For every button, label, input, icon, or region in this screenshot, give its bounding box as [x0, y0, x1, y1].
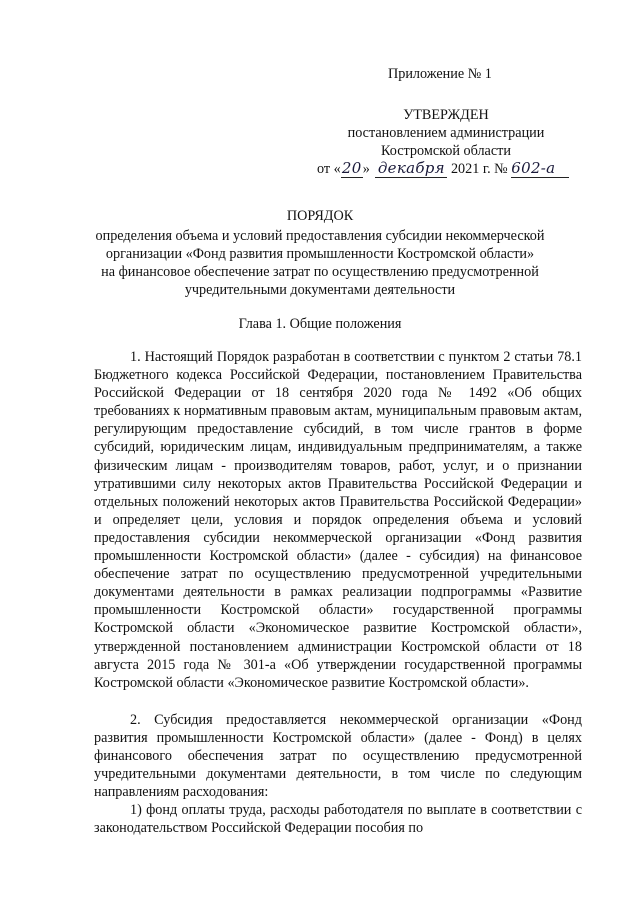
- chapter-heading: Глава 1. Общие положения: [238, 316, 402, 332]
- approval-date-line: [317, 159, 569, 178]
- date-prefix: от «: [317, 161, 341, 177]
- paragraph-2: 2. Субсидия предоставляется некоммерческой организации «Фонд развития промышленности Костромской области» (далее - Фонд) в целях финансового обеспечения затрат по осуществлению предусмотренной учредительными документами деятельности, в том числе по следующим направлениям расходования:: [94, 712, 582, 801]
- doc-number-handwritten: 602-а: [511, 159, 569, 178]
- approved-by-line2: Костромской области: [381, 143, 511, 159]
- appendix-label: Приложение № 1: [388, 66, 492, 82]
- approved-by-line1: постановлением администрации: [347, 125, 545, 141]
- date-year: 2021 г. №: [450, 161, 508, 177]
- title-heading: ПОРЯДОК: [286, 208, 354, 224]
- date-month-handwritten: декабря: [375, 159, 447, 178]
- title-line1: определения объема и условий предоставления субсидии некоммерческой: [95, 228, 545, 244]
- approved-heading: УТВЕРЖДЕН: [403, 107, 489, 123]
- title-line3: на финансовое обеспечение затрат по осуществлению предусмотренной: [101, 264, 539, 280]
- paragraph-3: 1) фонд оплаты труда, расходы работодателя по выплате в соответствии с законодательством Российской Федерации пособия по: [94, 802, 582, 837]
- paragraph-1: 1. Настоящий Порядок разработан в соответствии с пунктом 2 статьи 78.1 Бюджетного кодекса Российской Федерации, постановлением Правительства Российской Федерации от 18 сентября 2020 года № 1492 «Об общих требованиях к нормативным правовым актам, муниципальным правовым актам, регулирующим предоставление субсидий, в том числе грантов в форме субсидий, юридическим лицам, индивидуальным предпринимателям, а также физическим лицам - производителям товаров, работ, услуг, и о признании утратившими силу некоторых актов Правительства Российской Федерации и отдельных положений некоторых актов Правительства Российской Федерации» и определяет цели, условия и порядок определения объема и условий предоставления субсидии некоммерческой организации «Фонд развития промышленности Костромской области» (далее - субсидия) на финансовое обеспечение затрат по осуществлению предусмотренной учредительными документами деятельности в рамках реализации подпрограммы «Развитие промышленности Костромской области» государственной программы Костромской области «Экономическое развитие Костромской области», утвержденной постановлением администрации Костромской области от 18 августа 2015 года № 301-а «Об утверждении государственной программы Костромской области «Экономическое развитие Костромской области».: [94, 349, 582, 691]
- date-day-handwritten: 20: [341, 159, 362, 177]
- title-line4: учредительными документами деятельности: [184, 282, 456, 298]
- title-line2: организации «Фонд развития промышленности Костромской области»: [105, 246, 535, 262]
- date-mid: »: [362, 161, 370, 177]
